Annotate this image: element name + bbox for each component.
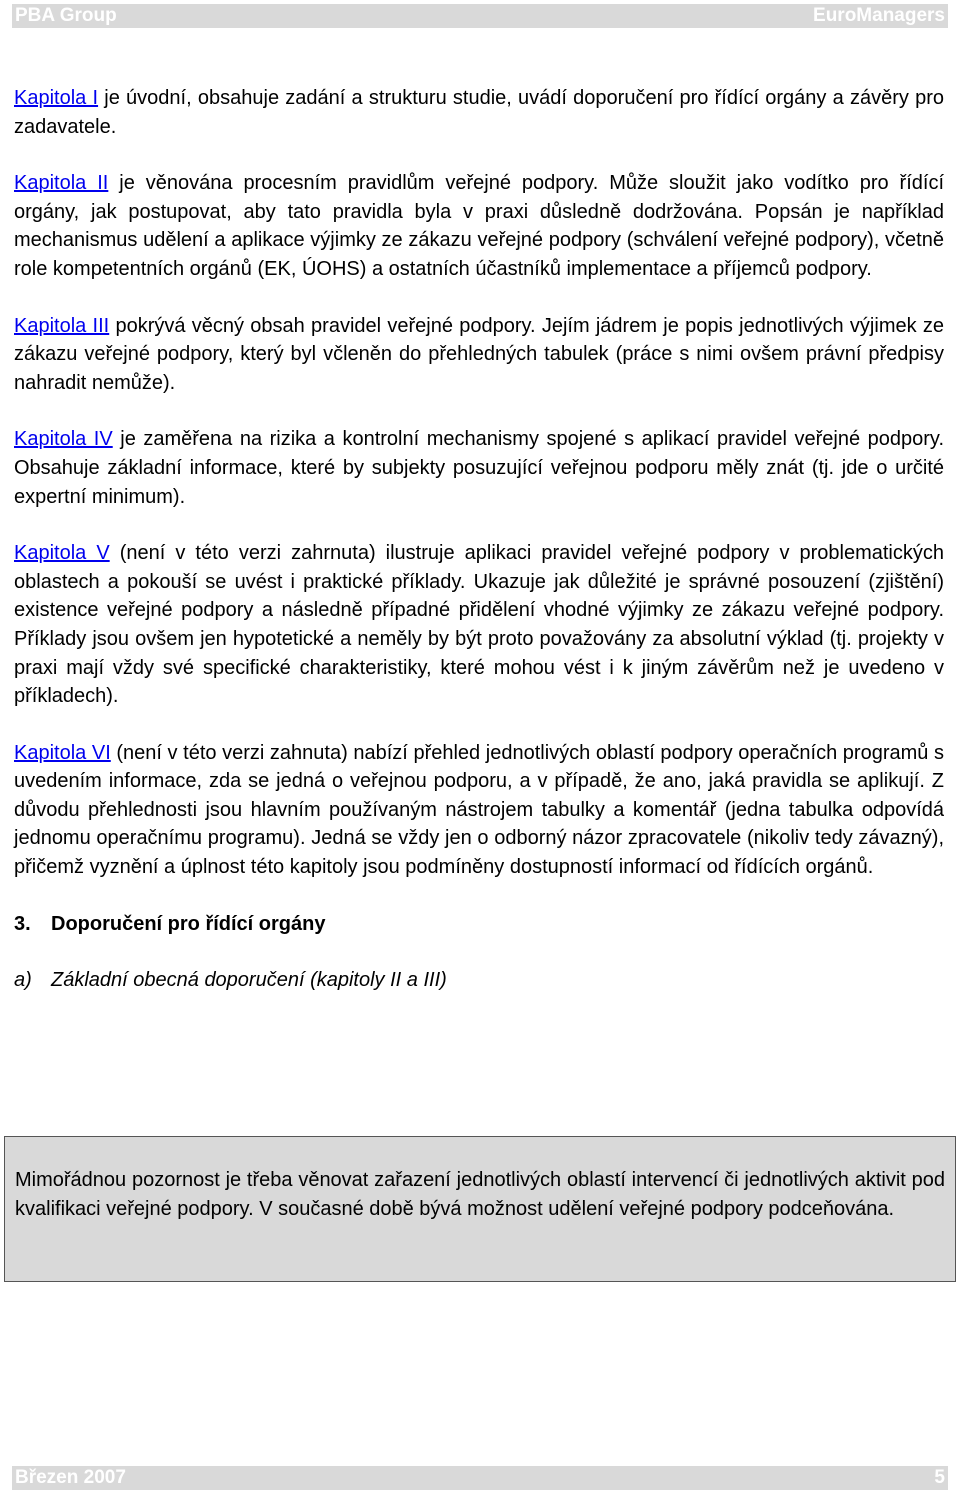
chapter-5-text: (není v této verzi zahrnuta) ilustruje aplikaci pravidel veřejné podpory v problematických oblastech a pokouší se uvést i praktické příklady. Ukazuje jak důležité je správné posouzení (zjištění) existence veřejné podpory a následně případné přidělení vhodné výjimky ze zákazu veřejné podpory. Příklady jsou ovšem jen hypotetické a neměly by být proto považovány za absolutní výklad (tj. projekty v praxi mají vždy své specifické charakteristiky, které mohou vést i k jiným závěrům než je uvedeno v příkladech). [14, 542, 944, 708]
chapter-5-paragraph [14, 539, 944, 711]
chapter-6-link[interactable]: Kapitola VI [14, 741, 111, 764]
chapter-1-text: je úvodní, obsahuje zadání a strukturu studie, uvádí doporučení pro řídící orgány a závěry pro zadavatele. [14, 87, 945, 138]
subsection-title: Základní obecná doporučení (kapitoly II a III) [51, 968, 447, 991]
chapter-1-paragraph [14, 84, 944, 141]
footer-date: Březen 2007 [15, 1467, 126, 1488]
chapter-3-text: pokrývá věcný obsah pravidel veřejné podpory. Jejím jádrem je popis jednotlivých výjimek ze zákazu veřejné podpory, který byl včleněn do přehledných tabulek (práce s nimi ovšem právní předpisy nahradit nemůže). [14, 314, 944, 394]
chapter-4-text: je zaměřena na rizika a kontrolní mechanismy spojené s aplikací pravidel veřejné podpory. Obsahuje základní informace, které by subjekty posuzující veřejnou podporu měly znát (tj. jde o určité expertní minimum). [14, 428, 944, 508]
document-body [14, 84, 944, 994]
section-heading [14, 910, 944, 938]
chapter-4-link[interactable]: Kapitola IV [14, 428, 113, 451]
highlight-box-text: Mimořádnou pozornost je třeba věnovat zařazení jednotlivých oblastí intervencí či jednotlivých aktivit pod kvalifikaci veřejné podpory. V současné době bývá možnost udělení veřejné podpory podceňována. [15, 1169, 945, 1220]
subsection-number: a) [14, 968, 32, 991]
section-number: 3. [14, 912, 31, 935]
footer-page-number: 5 [934, 1467, 945, 1488]
chapter-6-text: (není v této verzi zahnuta) nabízí přehled jednotlivých oblastí podpory operačních programů s uvedením informace, zda se jedná o veřejnou podporu, a v případě, že ano, jaká pravidla se aplikují. Z důvodu přehlednosti jsou hlavním používaným nástrojem tabulky a komentář (jedna tabulka odpovídá jednomu operačnímu programu). Jedná se vždy jen o odborný názor zpracovatele (nikoliv tedy závazný), přičemž vyznění a úplnost této kapitoly jsou podmíněny dostupností informací od řídících orgánů. [14, 741, 944, 879]
header-company-left: PBA Group [15, 5, 117, 26]
subsection-heading [14, 966, 944, 994]
chapter-6-paragraph [14, 739, 944, 882]
chapter-2-link[interactable]: Kapitola II [14, 172, 109, 195]
chapter-4-paragraph [14, 425, 944, 511]
chapter-5-link[interactable]: Kapitola V [14, 542, 110, 565]
chapter-3-link[interactable]: Kapitola III [14, 314, 110, 337]
chapter-2-paragraph [14, 169, 944, 283]
chapter-1-link[interactable]: Kapitola I [14, 87, 99, 109]
highlight-box [4, 1136, 956, 1282]
section-title: Doporučení pro řídící orgány [51, 912, 326, 935]
chapter-2-text: je věnována procesním pravidlům veřejné podpory. Může sloužit jako vodítko pro řídící orgány, jak postupovat, aby tato pravidla byla v praxi důsledně dodržována. Popsán je například mechanismus udělení a aplikace výjimky ze zákazu veřejné podpory (schválení veřejné podpory), včetně role kompetentních orgánů (EK, ÚOHS) a ostatních účastníků implementace a příjemců podpory. [14, 172, 944, 280]
chapter-3-paragraph [14, 312, 944, 398]
page-footer [12, 1466, 948, 1490]
page-header [12, 4, 948, 28]
header-company-right: EuroManagers [813, 5, 945, 26]
